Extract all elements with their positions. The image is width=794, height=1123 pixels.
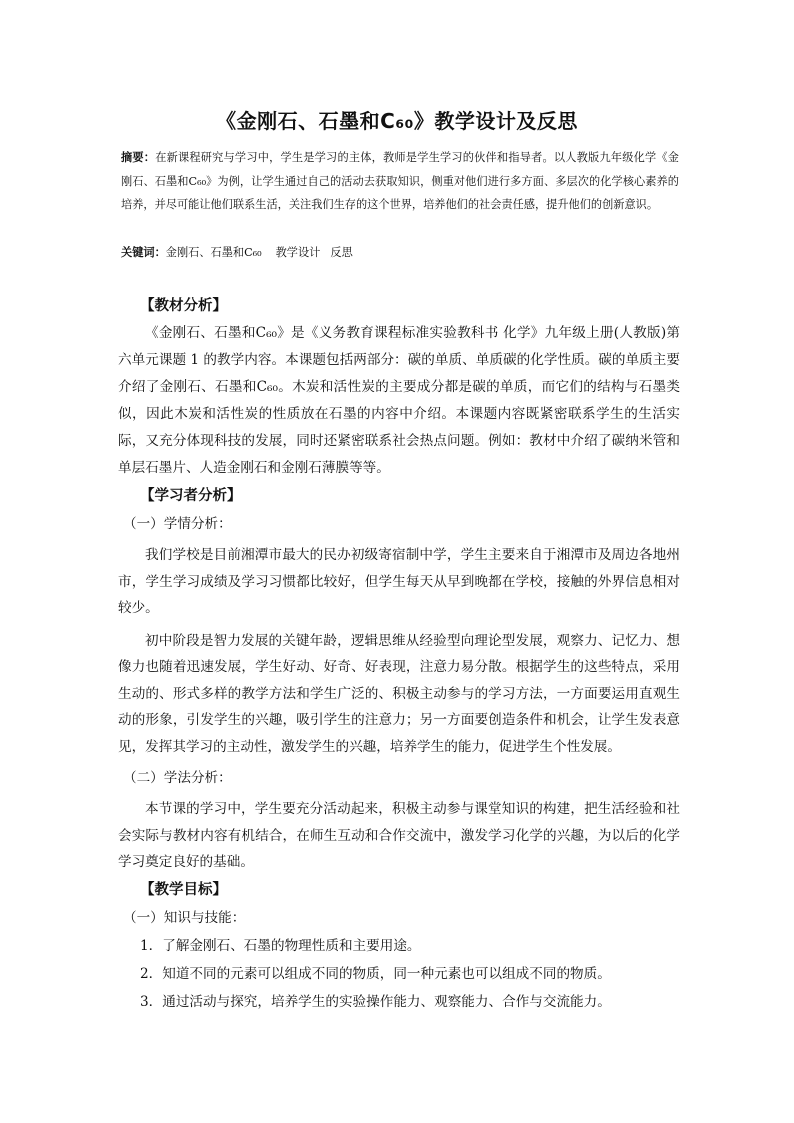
list-item-1: 1．了解金刚石、石墨的物理性质和主要用途。 — [140, 937, 421, 954]
abstract-label: 摘要： — [121, 150, 156, 164]
paragraph-situation-1: 我们学校是目前湘潭市最大的民办初级寄宿制中学，学生主要来自于湘潭市及周边各地州市，学生学习成绩及学习习惯都比较好，但学生每天从早到晚都在学校，接触的外界信息相对较少。 — [118, 547, 680, 616]
subheading-method: （二）学法分析： — [123, 770, 232, 786]
paragraph-textbook: 《金刚石、石墨和C₆₀》是《义务教育课程标准实验教科书 化学》九年级上册(人教版)第六单元课题 1 的教学内容。本课题包括两部分：碳的单质、单质碳的化学性质。碳的单质主要介绍了金刚石、石墨和C₆₀。木炭和活性炭的主要成分都是碳的单质，而它们的结构与石墨类似，因此木炭和活性炭的性质放在石墨的内容中介绍。本课题内容既紧密联系学生的生活实际，又充分体现科技的发展，同时还紧密联系社会热点问题。例如：教材中介绍了碳纳米管和单层石墨片、人造金刚石和金刚石薄膜等等。 — [118, 325, 680, 476]
list-item-3: 3．通过活动与探究，培养学生的实验操作能力、观察能力、合作与交流能力。 — [140, 993, 611, 1010]
document-body — [118, 292, 680, 1016]
abstract — [121, 146, 679, 217]
keyword-2: 教学设计 — [275, 246, 321, 259]
section-heading-goal: 【教学目标】 — [140, 880, 227, 898]
document-title: 《金刚石、石墨和C₆₀》教学设计及反思 — [216, 109, 578, 133]
paragraph-method: 本节课的学习中，学生要充分活动起来，积极主动参与课堂知识的构建，把生活经验和社会实际与教材内容有机结合，在师生互动和合作交流中，激发学习化学的兴趣，为以后的化学学习奠定良好的基础。 — [118, 801, 680, 870]
section-heading-learner: 【学习者分析】 — [140, 487, 242, 504]
paragraph-situation-2: 初中阶段是智力发展的关键年龄，逻辑思维从经验型向理论型发展，观察力、记忆力、想像力也随着迅速发展，学生好动、好奇、好表现，注意力易分散。根据学生的这些特点，采用生动的、形式多样的教学方法和学生广泛的、积极主动参与的学习方法，一方面要运用直观生动的形象，引发学生的兴趣，吸引学生的注意力；另一方面要创造条件和机会，让学生发表意见，发挥其学习的主动性，激发学生的兴趣，培养学生的能力，促进学生个性发展。 — [118, 632, 680, 755]
list-item-2: 2．知道不同的元素可以组成不同的物质，同一种元素也可以组成不同的物质。 — [140, 965, 611, 982]
keywords — [121, 241, 679, 264]
section-heading-textbook: 【教材分析】 — [140, 297, 227, 314]
keywords-label: 关键词： — [121, 245, 166, 259]
keyword-3: 反思 — [330, 246, 353, 259]
keyword-1: 金刚石、石墨和C₆₀ — [165, 246, 262, 259]
subheading-knowledge: （一）知识与技能： — [123, 909, 246, 926]
abstract-text: 在新课程研究与学习中，学生是学习的主体，教师是学生学习的伙伴和指导者。以人教版九年级化学《金刚石、石墨和C₆₀》为例，让学生通过自己的活动去获取知识，侧重对他们进行多方面、多层次的化学核心素养的培养，并尽可能让他们联系生活，关注我们生存的这个世界，培养他们的社会责任感，提升他们的创新意识。 — [121, 151, 679, 211]
subheading-situation: （一）学情分析： — [123, 516, 232, 532]
